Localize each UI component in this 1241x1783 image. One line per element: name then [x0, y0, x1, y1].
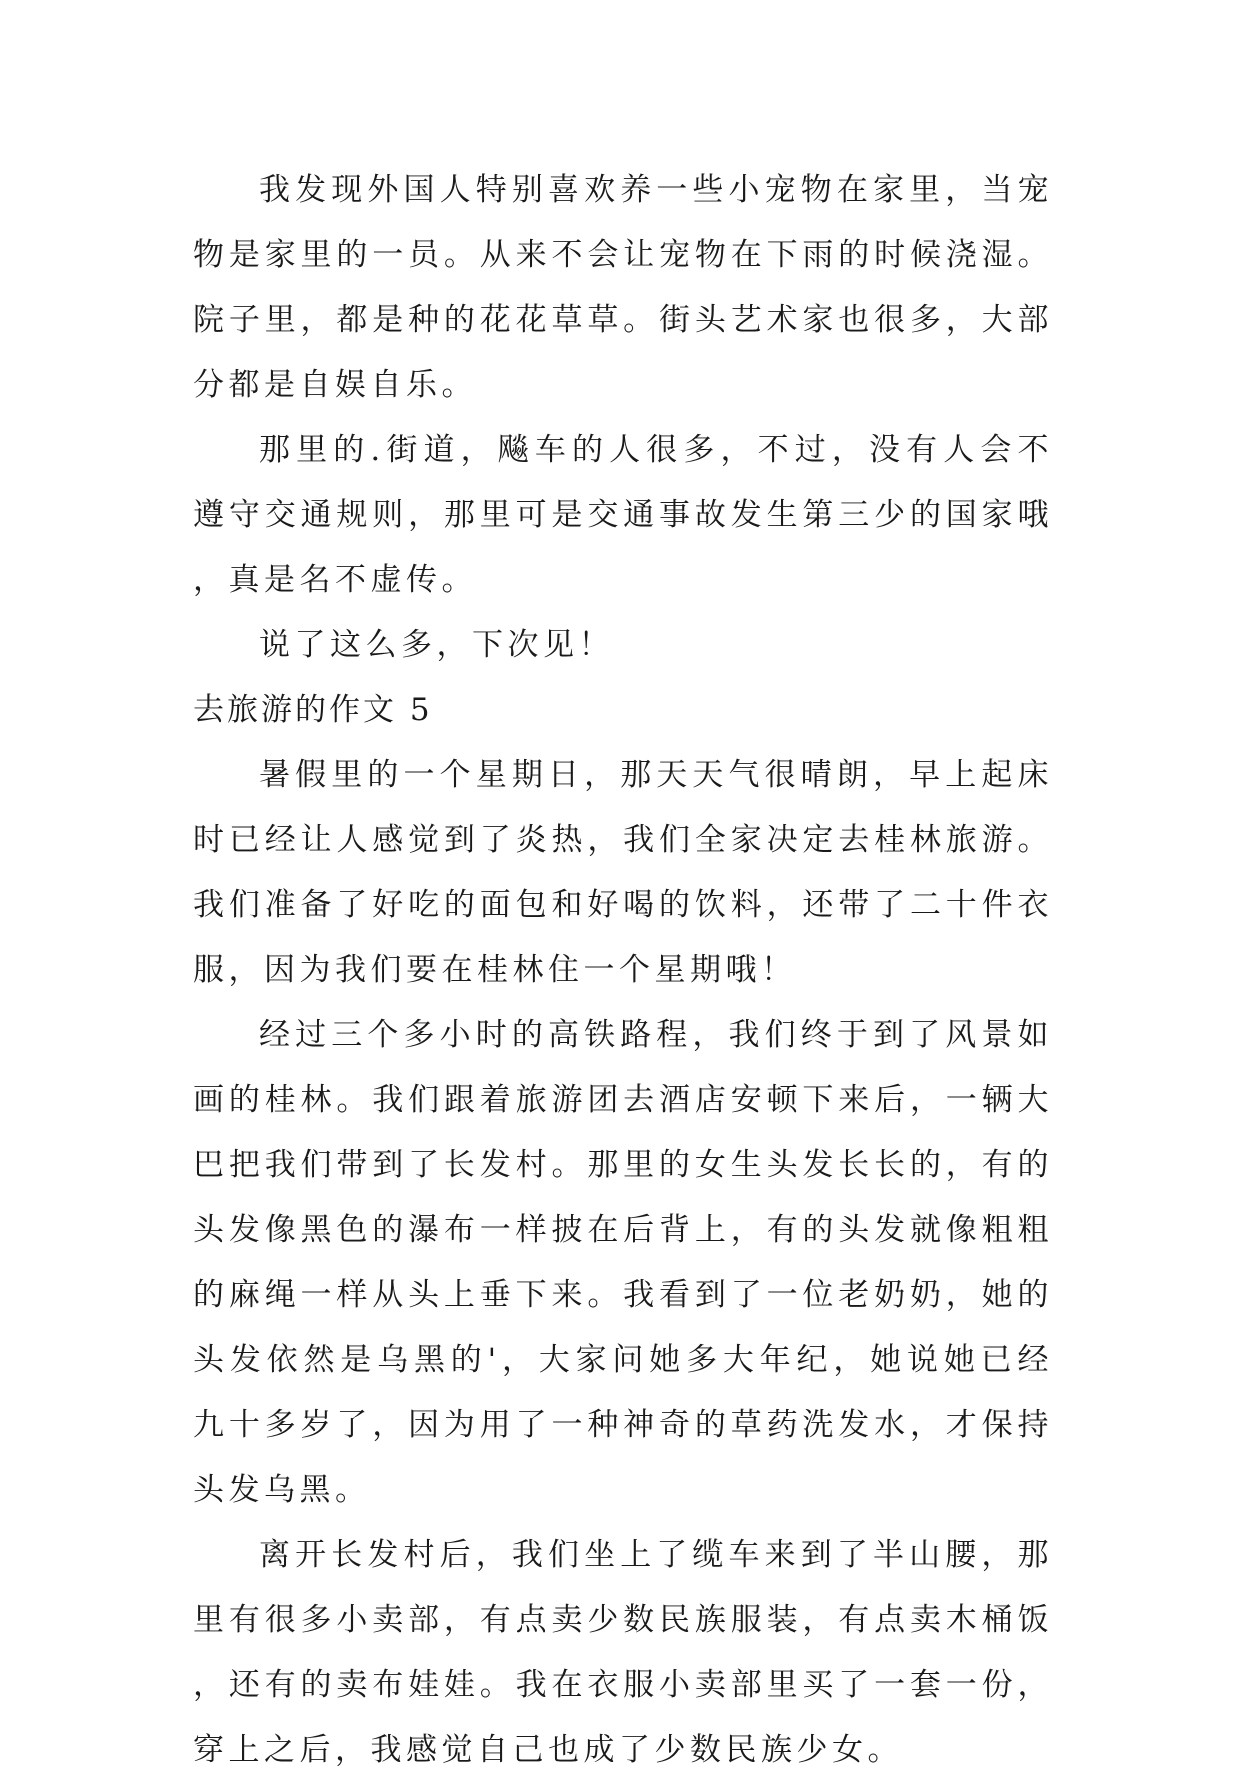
- paragraph-goodbye: 说了这么多，下次见！: [259, 627, 614, 663]
- paragraph-cable-car: 离开长发村后，我们坐上了缆车来到了半山腰，那里有很多小卖部，有点卖少数民族服装，有点卖木桶饭，还有的卖布娃娃。我在衣服小卖部里买了一套一份，穿上之后，我感觉自己也成了少数民族少女。: [193, 1537, 1053, 1768]
- paragraph-long-hair-village: 经过三个多小时的高铁路程，我们终于到了风景如画的桂林。我们跟着旅游团去酒店安顿下来后，一辆大巴把我们带到了长发村。那里的女生头发长长的，有的头发像黑色的瀑布一样披在后背上，有的头发就像粗粗的麻绳一样从头上垂下来。我看到了一位老奶奶，她的头发依然是乌黑的'，大家问她多大年纪，她说她已经九十多岁了，因为用了一种神奇的草药洗发水，才保持头发乌黑。: [193, 1017, 1053, 1508]
- essay-heading: 去旅游的作文 5: [193, 692, 433, 728]
- paragraph-summer-trip: 暑假里的一个星期日，那天天气很晴朗，早上起床时已经让人感觉到了炎热，我们全家决定去桂林旅游。我们准备了好吃的面包和好喝的饮料，还带了二十件衣服，因为我们要在桂林住一个星期哦！: [193, 757, 1053, 988]
- paragraph-streets: 那里的.街道，飚车的人很多，不过，没有人会不遵守交通规则，那里可是交通事故发生第三少的国家哦，真是名不虚传。: [193, 432, 1053, 598]
- document-body: [193, 158, 1053, 1783]
- paragraph-pets: 我发现外国人特别喜欢养一些小宠物在家里，当宠物是家里的一员。从来不会让宠物在下雨的时候浇湿。院子里，都是种的花花草草。街头艺术家也很多，大部分都是自娱自乐。: [193, 172, 1053, 403]
